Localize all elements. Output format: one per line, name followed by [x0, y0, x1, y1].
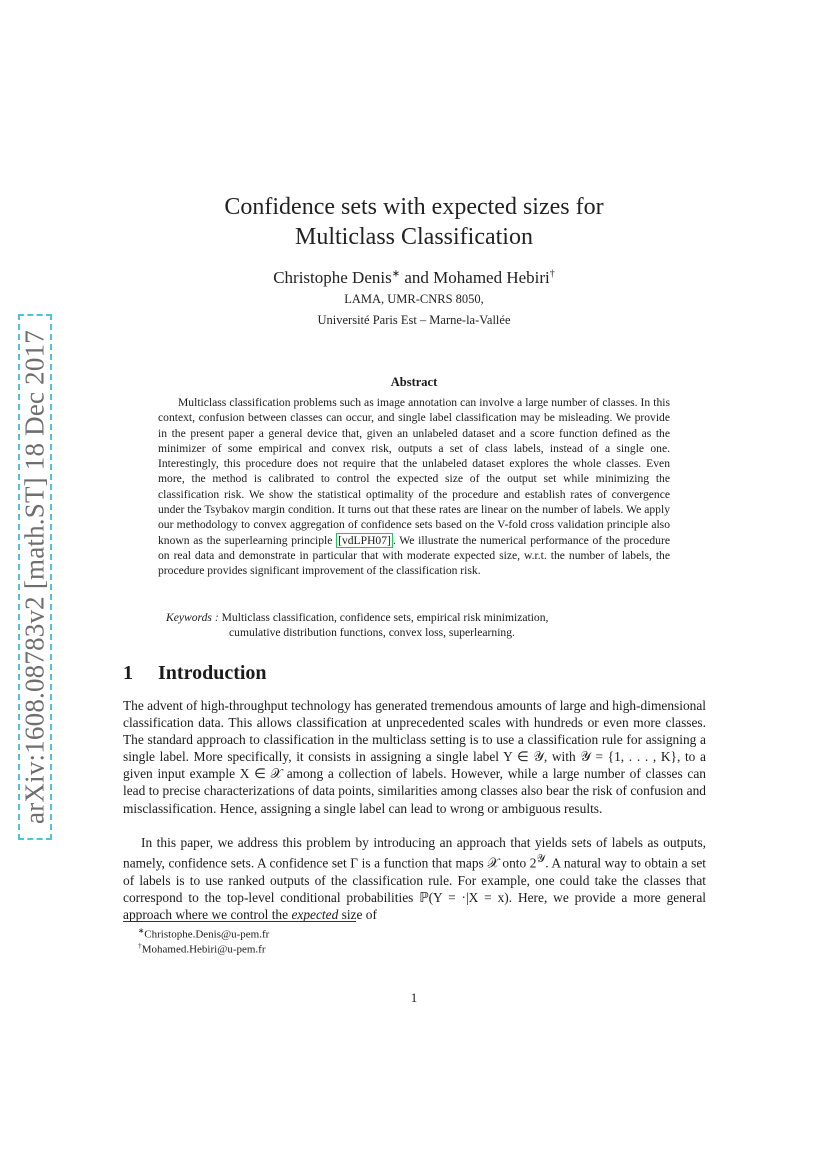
author-line — [0, 268, 828, 288]
keywords-label: Keywords : — [166, 611, 219, 624]
abstract-body — [158, 395, 670, 579]
author-2-name: Mohamed Hebiri — [433, 268, 550, 287]
intro-p2-text-b: . A natural way to obtain a set of labels is to use ranked outputs of the classification rule. For example, one could take the classes that correspond to the top-level conditional probabilities ℙ(Y = ·|X = x). Here, we provide a more general approach where we control the — [123, 855, 706, 922]
footnote-1-email: Christophe.Denis@u-pem.fr — [144, 928, 270, 941]
page-number: 1 — [410, 990, 418, 1005]
intro-p2-superscript: 𝒴 — [536, 853, 546, 866]
section-number: 1 — [123, 662, 133, 684]
keywords-line-2: cumulative distribution functions, convex loss, superlearning. — [229, 626, 515, 640]
footnote-2 — [138, 941, 266, 956]
footnote-1-mark: ∗ — [138, 926, 145, 935]
intro-paragraph-2 — [123, 834, 706, 923]
abstract-heading: Abstract — [390, 375, 438, 389]
author-conjunction: and — [404, 268, 429, 287]
intro-p2-emphasis: expected — [291, 906, 339, 922]
author-1-footnote-mark: ∗ — [391, 268, 401, 280]
abstract-text-end: . We illustrate the numerical performance of the procedure on real data and demonstrate in particular that with moderate expected size, w.r.t. the number of labels, the procedure provides significant improvement of the classification risk. — [158, 533, 670, 578]
arxiv-identifier-text: arXiv:1608.08783v2 [math.ST] 18 Dec 2017 — [19, 330, 50, 824]
arxiv-identifier-stamp — [18, 314, 52, 840]
keywords-block — [166, 610, 686, 641]
paper-title-line-1: Confidence sets with expected sizes for — [224, 194, 604, 220]
footnote-2-mark: † — [138, 941, 142, 950]
footnote-1 — [138, 926, 269, 941]
intro-p2-text-c: size of — [338, 906, 377, 922]
section-title: Introduction — [158, 662, 267, 684]
author-1-name: Christophe Denis — [273, 268, 392, 287]
section-heading — [123, 662, 267, 685]
intro-paragraph-1: The advent of high-throughput technology has generated tremendous amounts of large and high-dimensional classification data. This allows classification at unprecedented scales with hundreds or even more classes. The standard approach to classification in the multiclass setting is to use a classification rule for assigning a single label. More specifically, it consists in assigning a single label Y ∈ 𝒴, with 𝒴 = {1, . . . , K}, to a given input example X ∈ 𝒳 among a collection of labels. However, while a large number of classes can lead to precise characterizations of data points, similarities among classes also bear the risk of confusion and misclassification. Hence, assigning a single label can lead to wrong or ambiguous results. — [123, 698, 706, 816]
footnote-divider — [123, 921, 356, 922]
intro-p2-text-a: In this paper, we address this problem by introducing an approach that yields sets of labels as outputs, namely, confidence sets. A confidence set Γ is a function that maps 𝒳 onto 2 — [123, 835, 706, 871]
affiliation-line-1: LAMA, UMR-CNRS 8050, — [344, 292, 484, 306]
citation-link[interactable]: [vdLPH07] — [338, 533, 391, 547]
paper-title-line-2: Multiclass Classification — [295, 224, 533, 250]
abstract-text-main: Multiclass classification problems such as image annotation can involve a large number of classes. In this context, confusion between classes can occur, and single label classification may be misleading. We provide in the present paper a general device that, given an unlabeled dataset and a score function defined as the minimizer of some empirical and convex risk, outputs a set of class labels, instead of a single one. Interestingly, this procedure does not require that the unlabeled dataset explores the whole classes. Even more, the method is calibrated to control the expected size of the output set while minimizing the classification risk. We show the statistical optimality of the procedure and establish rates of convergence under the Tsybakov margin condition. It turns out that these rates are linear on the number of labels. We apply our methodology to convex aggregation of confidence sets based on the V-fold cross validation principle also known as the superlearning principle — [158, 396, 670, 547]
author-2-footnote-mark: † — [549, 268, 555, 280]
footnote-2-email: Mohamed.Hebiri@u-pem.fr — [141, 943, 266, 956]
keywords-line-1: Multiclass classification, confidence sets, empirical risk minimization, — [221, 611, 549, 624]
affiliation-line-2: Université Paris Est – Marne-la-Vallée — [317, 313, 511, 327]
